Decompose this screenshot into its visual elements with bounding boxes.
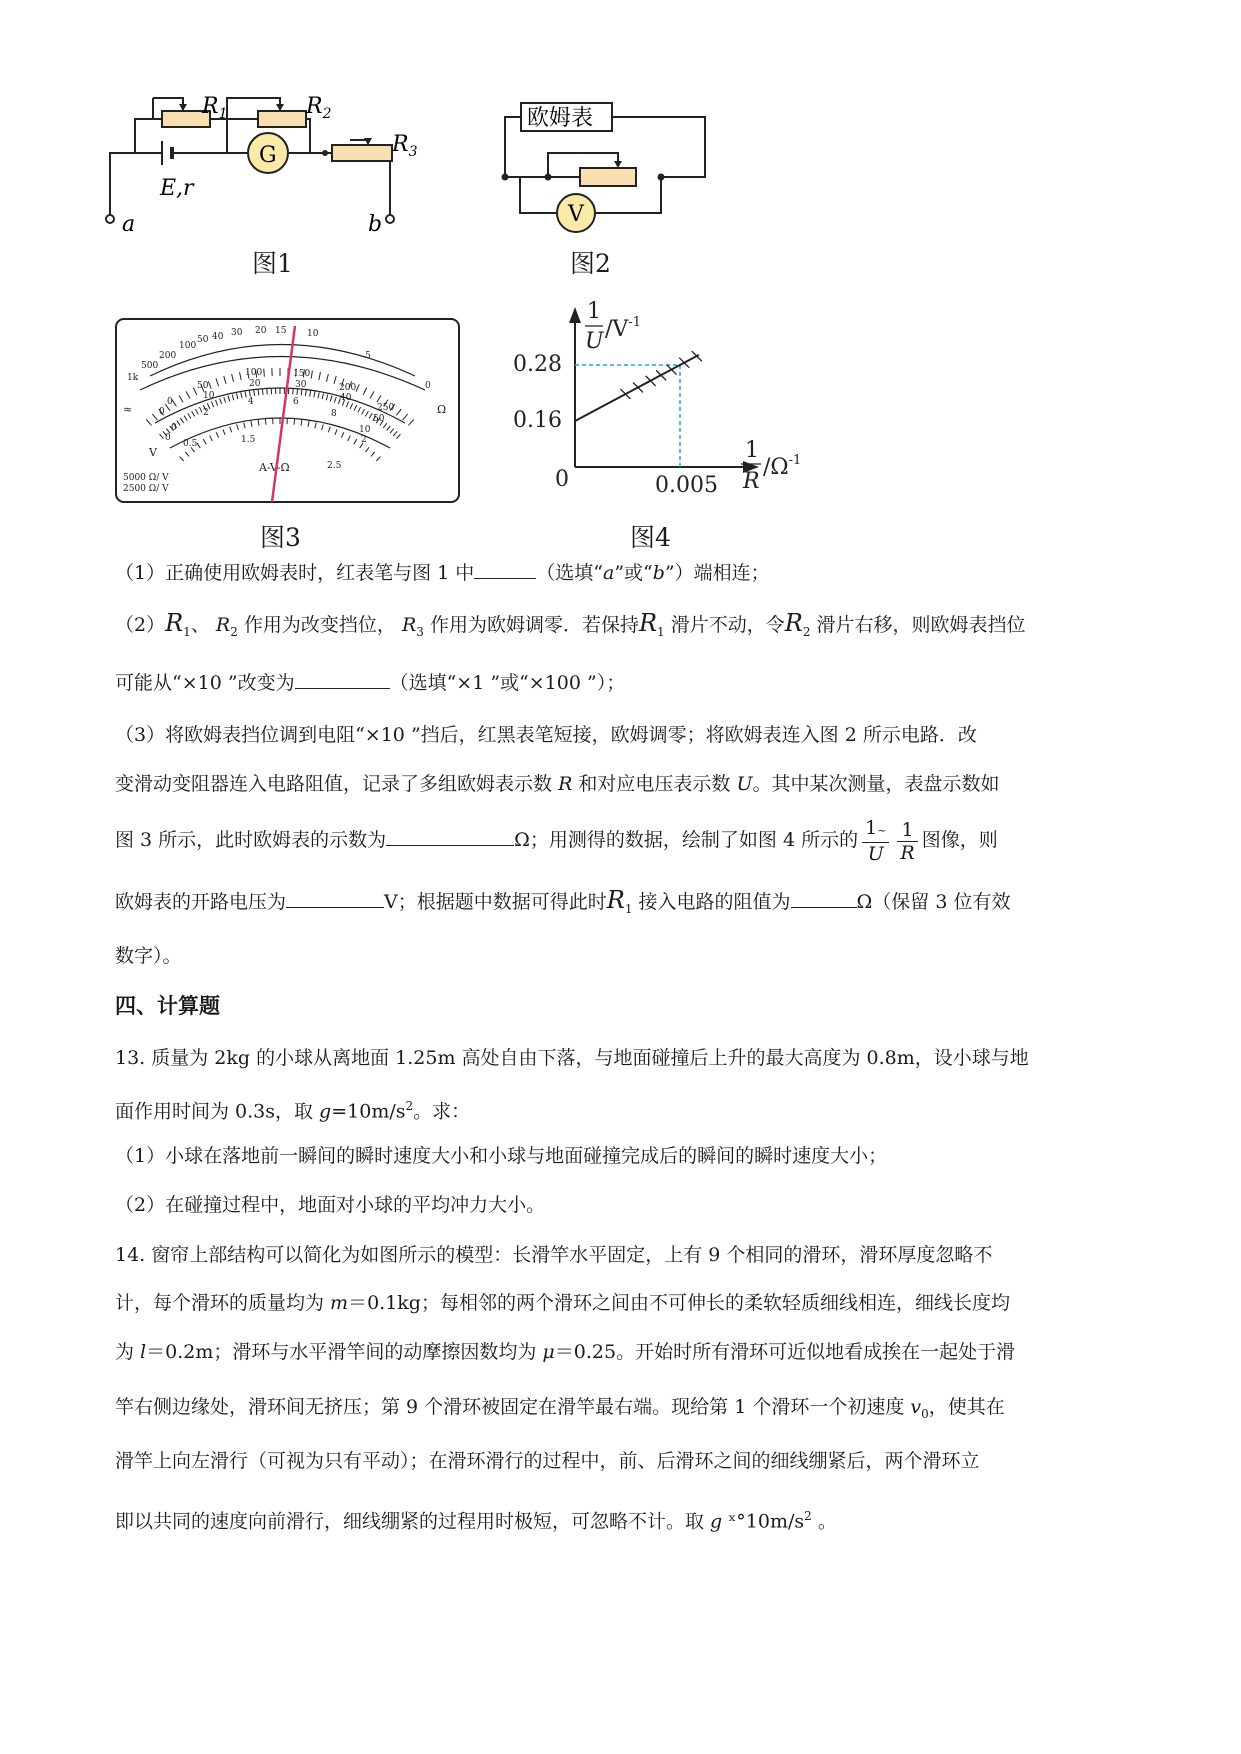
svg-text:5000 Ω/ V: 5000 Ω/ V [123,473,169,483]
svg-text:0.28: 0.28 [513,352,562,377]
question-3-part-2-line-2: 可能从“×10 ”改变为 （选填“×1 ”或“×100 ”）； [115,672,626,694]
svg-text:0: 0 [171,423,177,433]
svg-text:15: 15 [275,326,287,336]
data-point [667,365,677,375]
svg-text:0: 0 [159,407,165,417]
question-13-part-2: （2）在碰撞过程中，地面对小球的平均冲力大小。 [115,1194,546,1216]
svg-text:2: 2 [203,408,209,418]
svg-text:A-V-Ω: A-V-Ω [259,461,290,474]
question-14-line-2: 计，每个滑环的质量均为 m＝0.1kg；每相邻的两个滑环之间由不可伸长的柔软轻质细线相连，细线长度均 [115,1292,1010,1314]
svg-text:0.5: 0.5 [183,439,198,449]
svg-text:0.005: 0.005 [655,473,718,498]
figure-4-caption: 图4 [630,523,671,552]
svg-text:10: 10 [307,329,319,339]
svg-text:10: 10 [203,391,215,401]
section-4-heading: 四、计算题 [115,993,220,1018]
svg-text:20: 20 [249,379,261,389]
svg-text:100: 100 [245,368,263,378]
svg-text:6: 6 [293,397,299,407]
svg-text:50: 50 [197,335,209,345]
svg-text:1: 1 [745,438,759,463]
svg-text:0: 0 [165,433,171,443]
question-13-line-1: 13. 质量为 2kg 的小球从离地面 1.25m 高处自由下落，与地面碰撞后上升的最大高度为 0.8m，设小球与地 [115,1047,1029,1069]
svg-text:a: a [122,212,136,237]
data-point [633,382,643,392]
svg-text:/V-1: $/V^{-1}$ [605,315,641,342]
svg-text:4: 4 [248,397,254,407]
svg-text:10: 10 [359,425,371,435]
figure-2-caption: 图2 [570,249,611,278]
svg-text:200: 200 [339,383,357,393]
svg-text:20: 20 [255,326,267,336]
svg-text:2: 2 [361,435,367,445]
svg-text:5: 5 [365,351,371,361]
svg-text:150: 150 [293,369,311,379]
question-3-part-3-line-1: （3）将欧姆表挡位调到电阻“×10 ”挡后，红黑表笔短接，欧姆调零；将欧姆表连入图 2 所示电路．改 [115,724,977,746]
svg-text:0.16: 0.16 [513,408,562,433]
figure-1-circuit [100,85,460,260]
dial-tick [265,419,266,425]
svg-text:1: 1 [587,299,601,324]
question-14-line-4: 竿右侧边缘处，滑环间无挤压；第 9 个滑环被固定在滑竿最右端。现给第 1 个滑环一个初速度 $v_0$，使其在 [115,1396,1005,1421]
svg-text:R2: $R_2$ [306,94,332,122]
question-13-line-2: 面作用时间为 0.3s，取 $g=10m/s^2$。求： [115,1099,471,1123]
svg-text:500: 500 [141,361,159,371]
svg-text:Ω: Ω [437,403,447,416]
svg-text:V: V [568,202,584,227]
svg-text:2.5: 2.5 [327,461,342,471]
question-14-line-5: 滑竿上向左滑行（可视为只有平动）；在滑环滑行的过程中，前、后滑环之间的细线绷紧后，两个滑环立 [115,1450,980,1472]
svg-text:0: 0 [555,467,569,492]
svg-text:30: 30 [231,328,243,338]
svg-text:R: R [743,469,760,494]
svg-text:40: 40 [340,393,352,403]
question-13-part-1: （1）小球在落地前一瞬间的瞬时速度大小和小球与地面碰撞完成后的瞬间的瞬时速度大小； [115,1145,888,1167]
question-3-part-1: （1）正确使用欧姆表时，红表笔与图 1 中 （选填“a”或“b”）端相连； [115,562,770,584]
svg-text:V: V [149,446,157,459]
svg-text:≈: ≈ [123,403,133,416]
svg-text:200: 200 [159,351,177,361]
svg-text:100: 100 [179,341,197,351]
svg-text:b: b [368,212,383,237]
svg-text:0: 0 [425,381,431,391]
figure-1-caption: 图1 [252,249,293,278]
svg-text:8: 8 [331,409,337,419]
question-14-line-3: 为 l＝0.2m；滑环与水平滑竿间的动摩擦因数均为 μ＝0.25。开始时所有滑环可近似地看成挨在一起处于滑 [115,1341,1016,1363]
svg-text:50: 50 [197,381,209,391]
svg-text:250: 250 [377,403,395,413]
svg-text:30: 30 [295,380,307,390]
data-point [656,370,666,380]
svg-text:1k: 1k [127,373,139,383]
dial-tick [262,389,263,395]
figure-3-meter-dial [115,318,460,503]
svg-text:R1: $R_1$ [202,94,228,122]
question-3-part-3-line-5: 数字）。 [115,945,182,967]
dial-tick [264,369,265,377]
svg-text:2500 Ω/ V: 2500 Ω/ V [123,484,169,494]
data-point [692,351,702,361]
svg-text:U: U [585,329,604,354]
svg-text:50: 50 [373,414,385,424]
svg-text:G: G [259,143,277,168]
r3-resistor [332,145,392,161]
svg-text:/Ω-1: $/\Omega^{-1}$ [763,453,802,480]
svg-text:欧姆表: 欧姆表 [527,106,594,131]
rheostat [580,168,636,186]
figure-3-caption: 图3 [260,523,301,552]
data-point [620,389,630,399]
figure-4-graph [505,296,835,506]
svg-text:40: 40 [212,332,224,342]
svg-text:R3: $R_3$ [392,132,418,160]
svg-text:E,r: E,r [160,176,194,201]
data-point [646,376,656,386]
question-3-part-3-line-3: 图 3 所示，此时欧姆表的示数为 Ω；用测得的数据，绘制了如图 4 所示的 $\frac{1\sim}{U}$ $\frac{1}{R}$ 图像，则 [115,817,998,865]
question-3-part-3-line-4: 欧姆表的开路电压为 V；根据题中数据可得此时$R_1$ 接入电路的阻值为 Ω（保留 3 位有效 [115,886,1011,916]
question-3-part-3-line-2: 变滑动变阻器连入电路阻值，记录了多组欧姆表示数 R 和对应电压表示数 U。其中某次测量，表盘示数如 [115,773,1000,795]
question-3-part-2-line-1: $(2)R_1$、 $R_2$ 作用为改变挡位， $R_3$ 作用为欧姆调零．若保持$R_1$ 滑片不动，令$R_2$ 滑片右移，则欧姆表挡位 [115,609,1026,639]
r2-resistor [258,111,306,127]
dial-tick [294,419,295,425]
svg-text:0: 0 [167,397,173,407]
figure-2-circuit [495,95,720,235]
question-14-line-6: 即以共同的速度向前滑行，细线绷紧的过程用时极短，可忽略不计。取 g $ˣ^\circ 10m/s^2$ 。 [115,1509,837,1533]
question-14-line-1: 14. 窗帘上部结构可以简化为如图所示的模型：长滑竿水平固定，上有 9 个相同的滑环，滑环厚度忽略不 [115,1244,993,1266]
svg-text:1.5: 1.5 [241,435,256,445]
